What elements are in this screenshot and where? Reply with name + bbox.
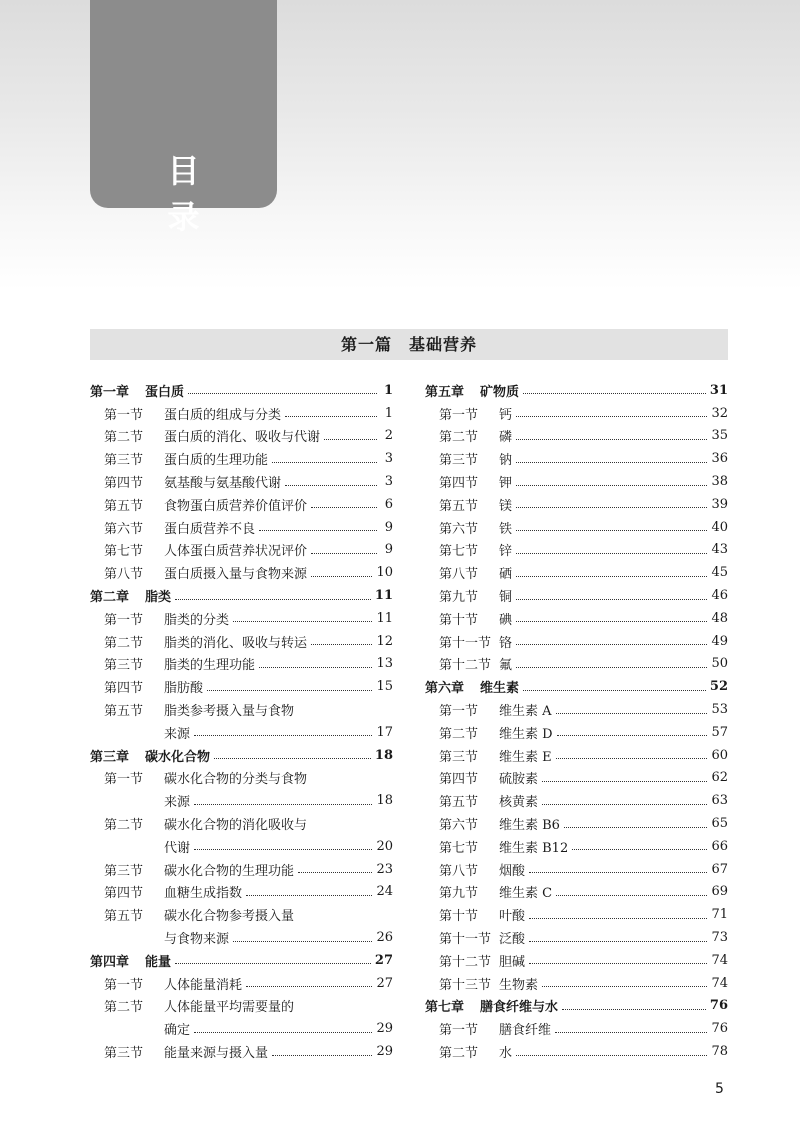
toc-section-row[interactable] <box>90 1017 393 1040</box>
toc-entry-number: 第二节 <box>104 430 144 446</box>
dot-leader <box>188 392 377 394</box>
toc-section-row[interactable] <box>90 561 393 584</box>
toc-section-row[interactable] <box>90 470 393 493</box>
toc-entry-title: 蛋白质 <box>145 384 185 400</box>
toc-entry-title: 碳水化合物参考摄入量 <box>164 909 295 925</box>
toc-entry-number: 第十三节 <box>439 977 492 993</box>
toc-entry-page: 12 <box>376 633 393 649</box>
toc-entry-title: 碘 <box>499 612 513 628</box>
toc-entry-title: 能量 <box>145 954 172 970</box>
toc-entry-title: 脂类的消化、吸收与转运 <box>164 635 308 651</box>
toc-entry-title: 镁 <box>499 498 513 514</box>
dot-leader <box>562 1008 706 1010</box>
dot-leader <box>298 917 377 918</box>
toc-entry-page: 35 <box>711 428 728 444</box>
toc-entry-page: 78 <box>711 1044 728 1059</box>
toc-section-row[interactable] <box>425 721 728 744</box>
toc-entry-page: 6 <box>384 496 393 512</box>
toc-section-row[interactable] <box>90 995 393 1018</box>
toc-entry-number: 第四节 <box>104 681 144 697</box>
toc-entry-title: 碳水化合物 <box>145 749 211 765</box>
toc-entry-page: 69 <box>711 884 728 900</box>
toc-entry-page: 73 <box>711 930 728 946</box>
toc-entry-title: 人体能量消耗 <box>164 977 243 993</box>
dot-leader <box>556 712 708 714</box>
toc-section-row[interactable] <box>425 812 728 835</box>
toc-entry-title: 钠 <box>499 453 513 469</box>
toc-right-column <box>425 379 728 1063</box>
toc-entry-title: 维生素 E <box>499 749 552 765</box>
toc-entry-title: 铬 <box>499 635 513 651</box>
dot-leader <box>175 598 371 600</box>
toc-entry-number: 第七节 <box>439 544 479 560</box>
dot-leader <box>555 1031 707 1033</box>
toc-entry-page: 20 <box>376 838 393 854</box>
toc-entry-title: 氨基酸与氨基酸代谢 <box>164 476 282 492</box>
dot-leader <box>175 962 371 964</box>
toc-entry-title: 蛋白质的生理功能 <box>164 453 269 469</box>
toc-section-row[interactable] <box>425 470 728 493</box>
toc-section-row[interactable] <box>90 926 393 949</box>
dot-leader <box>529 871 707 873</box>
toc-entry-title: 维生素 A <box>499 704 552 720</box>
toc-entry-title: 人体蛋白质营养状况评价 <box>164 544 308 560</box>
dot-leader <box>233 940 372 942</box>
toc-entry-number: 第六节 <box>439 521 479 537</box>
dot-leader <box>311 643 372 645</box>
toc-section-row[interactable] <box>425 767 728 790</box>
toc-entry-page: 43 <box>711 542 728 558</box>
toc-entry-page: 3 <box>384 451 393 467</box>
toc-section-row[interactable] <box>425 903 728 926</box>
toc-entry-title: 蛋白质的组成与分类 <box>164 407 282 423</box>
toc-entry-number: 第三节 <box>104 658 144 674</box>
toc-entry-page: 39 <box>711 496 728 512</box>
toc-section-row[interactable] <box>425 561 728 584</box>
dot-leader <box>516 620 707 622</box>
toc-section-row[interactable] <box>90 767 393 790</box>
toc-section-row[interactable] <box>425 607 728 630</box>
dot-leader <box>324 438 377 440</box>
toc-entry-title: 来源 <box>164 795 191 811</box>
toc-section-row[interactable] <box>425 653 728 676</box>
toc-chapter-row[interactable] <box>90 949 393 972</box>
toc-entry-title: 叶酸 <box>499 909 526 925</box>
toc-section-row[interactable] <box>90 721 393 744</box>
toc-chapter-row[interactable] <box>425 995 728 1018</box>
toc-entry-title: 维生素 B6 <box>499 818 560 834</box>
toc-section-row[interactable] <box>90 903 393 926</box>
toc-entry-number: 第一节 <box>104 772 144 788</box>
toc-entry-title: 代谢 <box>164 840 191 856</box>
toc-entry-page: 49 <box>711 633 728 649</box>
dot-leader <box>516 643 707 645</box>
toc-entry-title: 硒 <box>499 567 513 583</box>
toc-entry-page: 66 <box>711 838 728 854</box>
toc-entry-page: 1 <box>384 405 393 421</box>
toc-section-row[interactable] <box>90 835 393 858</box>
toc-section-row[interactable] <box>90 630 393 653</box>
dot-leader <box>194 803 372 805</box>
toc-entry-page: 26 <box>376 930 393 946</box>
toc-section-row[interactable] <box>425 584 728 607</box>
toc-chapter-row[interactable] <box>425 379 728 402</box>
toc-entry-number: 第三节 <box>104 1046 144 1061</box>
dot-leader <box>311 552 377 554</box>
toc-entry-page: 18 <box>376 793 393 809</box>
toc-entry-page: 15 <box>376 679 393 695</box>
toc-entry-page: 76 <box>711 1021 728 1037</box>
toc-entry-number: 第十节 <box>439 909 479 925</box>
dot-leader <box>298 1008 377 1009</box>
toc-entry-page: 45 <box>711 565 728 581</box>
toc-entry-page: 52 <box>709 679 728 695</box>
toc-section-row[interactable] <box>425 630 728 653</box>
toc-section-row[interactable] <box>90 1040 393 1063</box>
toc-chapter-row[interactable] <box>90 744 393 767</box>
dot-leader <box>529 962 707 964</box>
dot-leader <box>516 575 707 577</box>
dot-leader <box>523 689 706 691</box>
toc-section-row[interactable] <box>425 789 728 812</box>
toc-entry-page: 40 <box>711 519 728 535</box>
toc-section-row[interactable] <box>90 698 393 721</box>
title-tab <box>90 0 277 236</box>
dot-leader <box>207 689 372 691</box>
dot-leader <box>298 871 372 873</box>
dot-leader <box>311 780 377 781</box>
toc-entry-number: 第七节 <box>439 840 479 856</box>
toc-entry-number: 第四节 <box>104 476 144 492</box>
dot-leader <box>272 1054 372 1056</box>
dot-leader <box>311 575 372 577</box>
toc-entry-page: 31 <box>709 382 728 398</box>
toc-entry-title: 碳水化合物的分类与食物 <box>164 772 308 788</box>
toc-entry-title: 碳水化合物的消化吸收与 <box>164 818 308 834</box>
toc-chapter-row[interactable] <box>90 584 393 607</box>
dot-leader <box>311 506 377 508</box>
toc-entry-number: 第一节 <box>104 407 144 423</box>
toc-entry-page: 57 <box>711 724 728 740</box>
toc-entry-title: 来源 <box>164 726 191 742</box>
toc-entry-number: 第二节 <box>104 818 144 834</box>
toc-entry-title: 与食物来源 <box>164 932 230 948</box>
toc-section-row[interactable] <box>90 972 393 995</box>
toc-section-row[interactable] <box>425 516 728 539</box>
toc-entry-title: 核黄素 <box>499 795 539 811</box>
toc-entry-title: 碳水化合物的生理功能 <box>164 863 295 879</box>
toc-entry-page: 46 <box>711 588 728 604</box>
toc-entry-number: 第四章 <box>90 954 130 970</box>
toc-entry-number: 第五节 <box>104 498 144 514</box>
toc-entry-title: 锌 <box>499 544 513 560</box>
toc-section-row[interactable] <box>425 493 728 516</box>
dot-leader <box>214 757 371 759</box>
toc-entry-number: 第二节 <box>439 430 479 446</box>
dot-leader <box>246 985 372 987</box>
toc-entry-title: 脂类 <box>145 590 172 606</box>
toc-entry-title: 钙 <box>499 407 513 423</box>
toc-section-row[interactable] <box>90 858 393 881</box>
part-title: 第一篇 基础营养 <box>90 329 728 360</box>
dot-leader <box>523 392 706 394</box>
toc-entry-number: 第六节 <box>104 521 144 537</box>
toc-section-row[interactable] <box>90 653 393 676</box>
toc-entry-number: 第五节 <box>104 909 144 925</box>
toc-section-row[interactable] <box>425 858 728 881</box>
toc-section-row[interactable] <box>90 425 393 448</box>
dot-leader <box>516 484 707 486</box>
toc-entry-title: 钾 <box>499 476 513 492</box>
toc-entry-page: 53 <box>711 702 728 718</box>
toc-entry-page: 48 <box>711 610 728 626</box>
toc-section-row[interactable] <box>425 447 728 470</box>
toc-section-row[interactable] <box>425 1017 728 1040</box>
toc-entry-page: 74 <box>711 975 728 991</box>
toc-section-row[interactable] <box>425 744 728 767</box>
toc-entry-page: 74 <box>711 952 728 968</box>
toc-section-row[interactable] <box>425 539 728 562</box>
toc-chapter-row[interactable] <box>90 379 393 402</box>
toc-entry-number: 第十一节 <box>439 635 492 651</box>
toc-section-row[interactable] <box>425 425 728 448</box>
toc-entry-number: 第一节 <box>439 704 479 720</box>
toc-entry-title: 膳食纤维与水 <box>480 1000 559 1016</box>
toc-section-row[interactable] <box>90 402 393 425</box>
toc-section-row[interactable] <box>90 539 393 562</box>
toc-entry-title: 铜 <box>499 590 513 606</box>
toc-entry-page: 13 <box>376 656 393 672</box>
toc-entry-number: 第六章 <box>425 681 465 697</box>
toc-section-row[interactable] <box>425 698 728 721</box>
toc-entry-number: 第十一节 <box>439 932 492 948</box>
toc-entry-number: 第三章 <box>90 749 130 765</box>
toc-entry-number: 第五章 <box>425 384 465 400</box>
toc-section-row[interactable] <box>425 972 728 995</box>
toc-entry-page: 36 <box>711 451 728 467</box>
toc-entry-number: 第四节 <box>439 476 479 492</box>
toc-entry-page: 9 <box>384 542 393 558</box>
toc-entry-title: 脂类的生理功能 <box>164 658 256 674</box>
toc-entry-title: 血糖生成指数 <box>164 886 243 902</box>
toc-section-row[interactable] <box>425 1040 728 1063</box>
toc-entry-number: 第十二节 <box>439 954 492 970</box>
toc-entry-title: 烟酸 <box>499 863 526 879</box>
toc-section-row[interactable] <box>90 447 393 470</box>
toc-entry-number: 第三节 <box>439 453 479 469</box>
toc-entry-number: 第一节 <box>439 407 479 423</box>
toc-entry-page: 62 <box>711 770 728 786</box>
toc-entry-page: 24 <box>376 884 393 900</box>
toc-entry-title: 维生素 D <box>499 726 553 742</box>
dot-leader <box>542 780 707 782</box>
toc-entry-page: 23 <box>376 861 393 877</box>
dot-leader <box>542 985 707 987</box>
dot-leader <box>194 1031 372 1033</box>
toc-entry-number: 第四节 <box>104 886 144 902</box>
toc-entry-number: 第六节 <box>439 818 479 834</box>
toc-chapter-row[interactable] <box>425 675 728 698</box>
dot-leader <box>272 461 377 463</box>
dot-leader <box>298 712 377 713</box>
toc-entry-title: 维生素 <box>480 681 520 697</box>
toc-entry-number: 第二节 <box>104 1000 144 1016</box>
toc-entry-number: 第七节 <box>104 544 144 560</box>
dot-leader <box>259 666 372 668</box>
toc-left-column <box>90 379 393 1063</box>
toc-entry-title: 矿物质 <box>480 384 520 400</box>
toc-section-row[interactable] <box>90 675 393 698</box>
dot-leader <box>194 848 372 850</box>
toc-entry-page: 29 <box>376 1021 393 1037</box>
dot-leader <box>194 734 372 736</box>
toc-entry-title: 泛酸 <box>499 932 526 948</box>
toc-entry-page: 29 <box>376 1044 393 1059</box>
dot-leader <box>572 848 707 850</box>
toc-entry-title: 人体能量平均需要量的 <box>164 1000 295 1016</box>
toc-entry-page: 67 <box>711 861 728 877</box>
toc-entry-title: 蛋白质营养不良 <box>164 521 256 537</box>
toc-entry-title: 脂类参考摄入量与食物 <box>164 704 295 720</box>
toc-entry-page: 27 <box>376 975 393 991</box>
page-number: 5 <box>715 1081 724 1097</box>
toc-entry-title: 食物蛋白质营养价值评价 <box>164 498 308 514</box>
toc-entry-title: 水 <box>499 1046 513 1061</box>
dot-leader <box>556 757 708 759</box>
toc-entry-page: 2 <box>384 428 393 444</box>
toc-entry-number: 第一节 <box>104 612 144 628</box>
toc-entry-number: 第三节 <box>104 453 144 469</box>
toc-entry-title: 确定 <box>164 1023 191 1039</box>
toc-section-row[interactable] <box>425 949 728 972</box>
dot-leader <box>516 461 707 463</box>
dot-leader <box>259 529 377 531</box>
toc-section-row[interactable] <box>425 881 728 904</box>
toc-entry-number: 第七章 <box>425 1000 465 1016</box>
toc-entry-number: 第四节 <box>439 772 479 788</box>
toc-entry-number: 第二节 <box>104 635 144 651</box>
dot-leader <box>529 940 707 942</box>
toc-entry-number: 第二节 <box>439 726 479 742</box>
toc-entry-number: 第八节 <box>104 567 144 583</box>
dot-leader <box>246 894 372 896</box>
toc-entry-number: 第五节 <box>439 498 479 514</box>
toc-section-row[interactable] <box>90 493 393 516</box>
page-title: 目 录 <box>167 152 230 236</box>
toc-entry-title: 维生素 C <box>499 886 553 902</box>
dot-leader <box>564 826 707 828</box>
toc-entry-title: 蛋白质摄入量与食物来源 <box>164 567 308 583</box>
toc-entry-page: 50 <box>711 656 728 672</box>
toc-section-row[interactable] <box>90 607 393 630</box>
toc-entry-page: 76 <box>709 998 728 1014</box>
toc-entry-page: 71 <box>711 907 728 923</box>
toc-entry-title: 生物素 <box>499 977 539 993</box>
toc-section-row[interactable] <box>90 812 393 835</box>
toc-entry-page: 27 <box>374 952 393 968</box>
toc-entry-number: 第一章 <box>90 384 130 400</box>
toc-entry-number: 第八节 <box>439 863 479 879</box>
toc-section-row[interactable] <box>425 926 728 949</box>
toc-entry-title: 铁 <box>499 521 513 537</box>
toc-entry-number: 第五节 <box>104 704 144 720</box>
dot-leader <box>557 734 708 736</box>
toc-entry-number: 第十二节 <box>439 658 492 674</box>
toc-entry-number: 第三节 <box>439 749 479 765</box>
dot-leader <box>516 598 707 600</box>
toc-entry-title: 胆碱 <box>499 954 526 970</box>
dot-leader <box>529 917 707 919</box>
toc-entry-number: 第十节 <box>439 612 479 628</box>
toc-entry-number: 第九节 <box>439 590 479 606</box>
dot-leader <box>285 415 377 417</box>
dot-leader <box>233 620 372 622</box>
toc-entry-title: 氟 <box>499 658 513 674</box>
toc-entry-page: 38 <box>711 474 728 490</box>
dot-leader <box>556 894 707 896</box>
toc-entry-page: 11 <box>376 610 393 626</box>
toc-entry-page: 63 <box>711 793 728 809</box>
toc-entry-number: 第二节 <box>439 1046 479 1061</box>
toc-section-row[interactable] <box>90 789 393 812</box>
dot-leader <box>516 529 707 531</box>
toc-section-row[interactable] <box>425 835 728 858</box>
toc-entry-title: 膳食纤维 <box>499 1023 552 1039</box>
toc-entry-title: 维生素 B12 <box>499 840 569 856</box>
toc-entry-page: 17 <box>376 724 393 740</box>
toc-entry-number: 第二章 <box>90 590 130 606</box>
toc-entry-page: 9 <box>384 519 393 535</box>
toc-entry-number: 第一节 <box>104 977 144 993</box>
toc-entry-page: 11 <box>374 588 393 604</box>
toc-entry-number: 第五节 <box>439 795 479 811</box>
toc-entry-page: 3 <box>384 474 393 490</box>
dot-leader <box>542 803 707 805</box>
dot-leader <box>516 438 707 440</box>
toc-entry-title: 磷 <box>499 430 513 446</box>
toc-entry-number: 第八节 <box>439 567 479 583</box>
dot-leader <box>516 506 707 508</box>
dot-leader <box>516 666 707 668</box>
toc-entry-title: 脂肪酸 <box>164 681 204 697</box>
toc-entry-title: 蛋白质的消化、吸收与代谢 <box>164 430 321 446</box>
toc-entry-page: 32 <box>711 405 728 421</box>
toc-entry-title: 脂类的分类 <box>164 612 230 628</box>
toc-entry-page: 1 <box>383 382 393 398</box>
toc-entry-page: 18 <box>374 747 393 763</box>
toc-entry-title: 硫胺素 <box>499 772 539 788</box>
toc-entry-number: 第一节 <box>439 1023 479 1039</box>
dot-leader <box>311 826 377 827</box>
dot-leader <box>285 484 377 486</box>
dot-leader <box>516 415 707 417</box>
toc-entry-page: 60 <box>711 747 728 763</box>
dot-leader <box>516 552 707 554</box>
toc-entry-page: 10 <box>376 565 393 581</box>
dot-leader <box>516 1054 707 1056</box>
toc-entry-number: 第三节 <box>104 863 144 879</box>
toc-section-row[interactable] <box>425 402 728 425</box>
toc-section-row[interactable] <box>90 881 393 904</box>
toc-entry-number: 第九节 <box>439 886 479 902</box>
toc-section-row[interactable] <box>90 516 393 539</box>
toc-entry-page: 65 <box>711 816 728 832</box>
toc-entry-title: 能量来源与摄入量 <box>164 1046 269 1061</box>
